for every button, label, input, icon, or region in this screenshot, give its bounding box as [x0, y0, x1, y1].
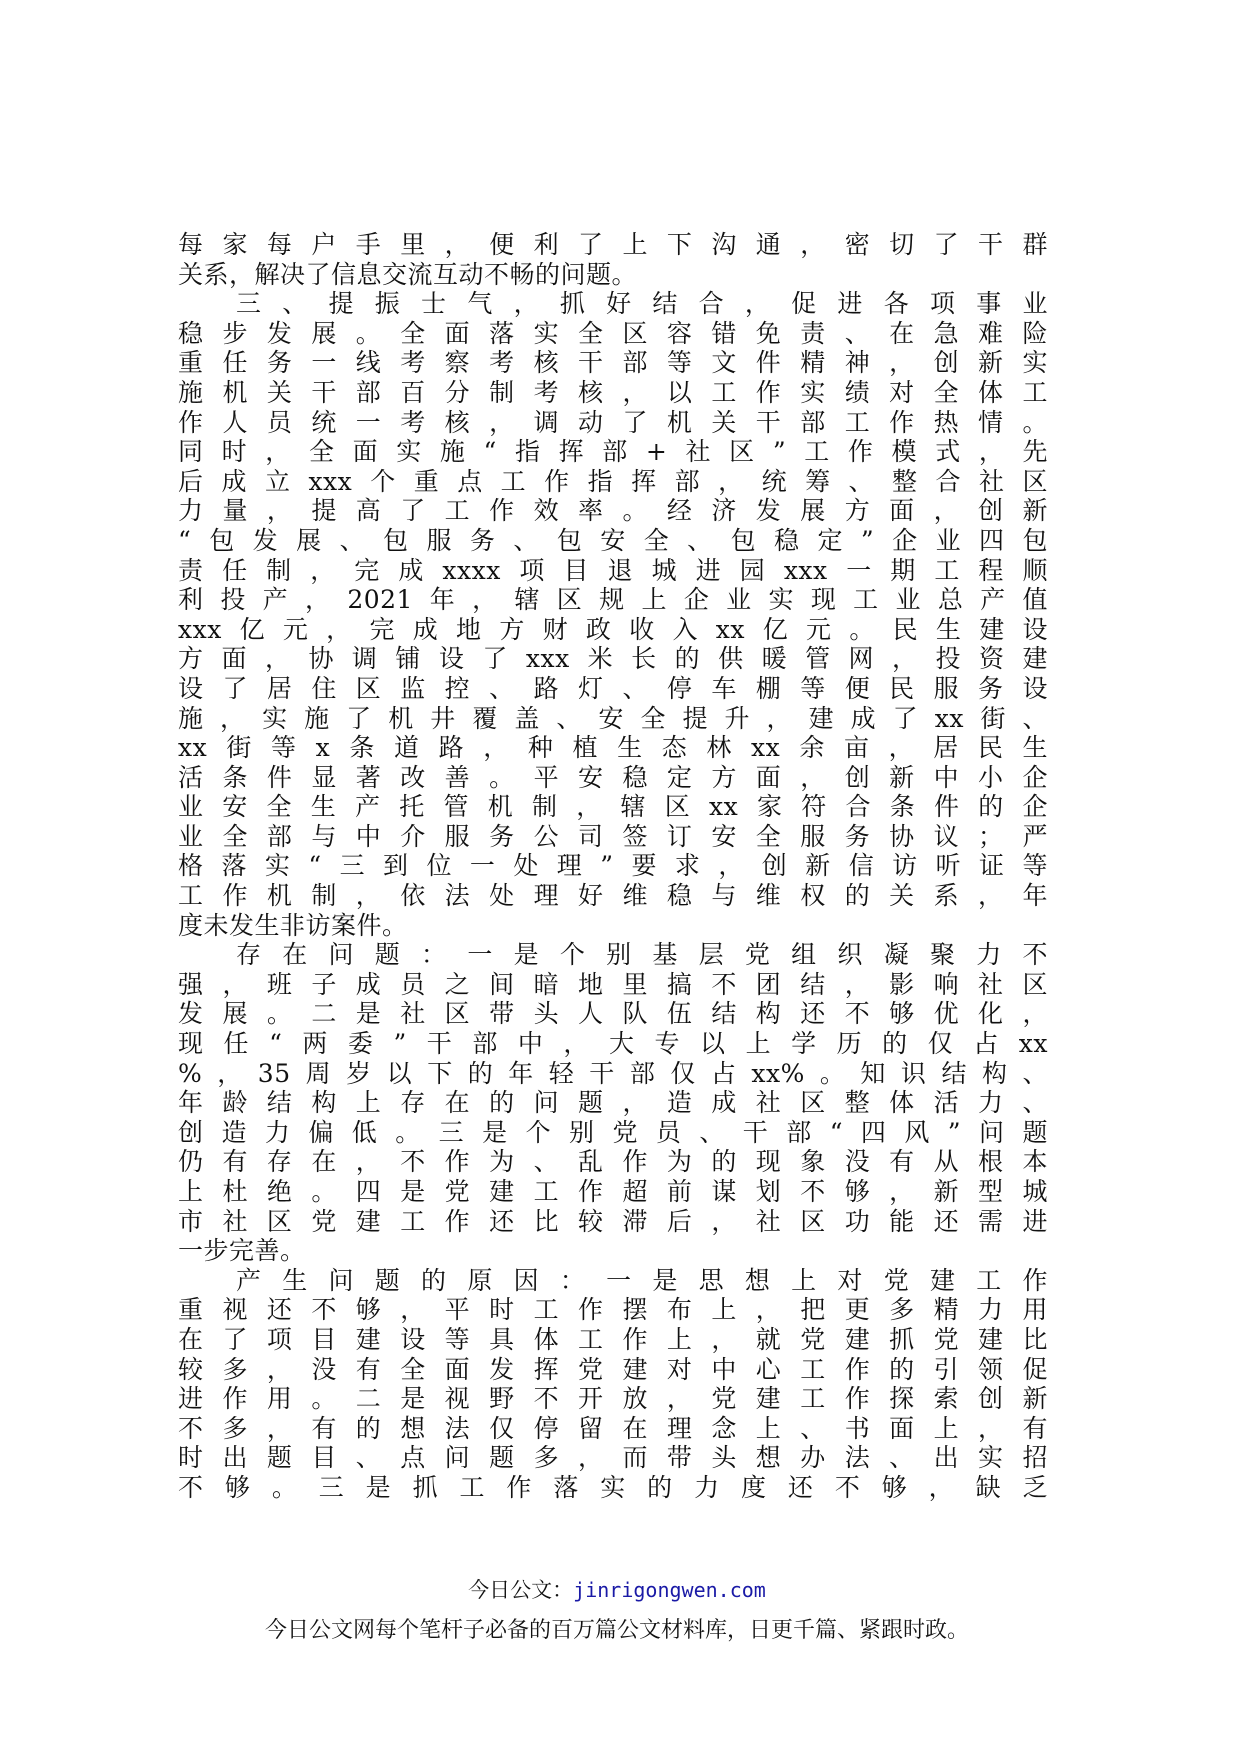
- text-line: 力量，提高了工作效率。经济发展方面，创新: [178, 496, 1048, 526]
- text-line: 一步完善。: [178, 1236, 306, 1266]
- footer-site-url[interactable]: jinrigongwen.com: [573, 1578, 766, 1602]
- text-line: 活条件显著改善。平安稳定方面，创新中小企: [178, 762, 1048, 792]
- text-line: 施机关干部百分制考核，以工作实绩对全体工: [178, 377, 1048, 407]
- text-line: 方面，协调铺设了xxx米长的供暖管网，投资建: [178, 644, 1048, 674]
- footer-site-label: 今日公文：: [468, 1578, 574, 1602]
- text-line: 重任务一线考察考核干部等文件精神，创新实: [178, 348, 1048, 378]
- footer-slogan: 今日公文网每个笔杆子必备的百万篇公文材料库，日更千篇、紧跟时政。: [264, 1618, 969, 1643]
- text-line: 度未发生非访案件。: [178, 910, 408, 940]
- text-line: 重视还不够，平时工作摆布上，把更多精力用: [178, 1295, 1048, 1325]
- text-line: 在了项目建设等具体工作上，就党建抓党建比: [178, 1324, 1048, 1354]
- text-line: 进作用。二是视野不开放，党建工作探索创新: [178, 1384, 1048, 1414]
- text-line: 业全部与中介服务公司签订安全服务协议；严: [178, 821, 1048, 851]
- text-line: 利投产，2021年，辖区规上企业实现工业总产值: [178, 585, 1048, 615]
- text-line: xxx亿元，完成地方财政收入xx亿元。民生建设: [178, 614, 1048, 644]
- text-line: 强，班子成员之间暗地里搞不团结，影响社区: [178, 969, 1048, 999]
- text-line: %，35周岁以下的年轻干部仅占xx%。知识结构、: [178, 1058, 1048, 1088]
- text-line: 时出题目、点问题多，而带头想办法、出实招: [178, 1443, 1048, 1473]
- text-line: 责任制，完成xxxx项目退城进园xxx一期工程顺: [178, 555, 1048, 585]
- text-line: 不多，有的想法仅停留在理念上、书面上，有: [178, 1413, 1048, 1443]
- text-line: 发展。二是社区带头人队伍结构还不够优化，: [178, 999, 1048, 1029]
- causes-heading-line: 产生问题的原因：一是思想上对党建工作: [236, 1265, 1048, 1295]
- text-line: 设了居住区监控、路灯、停车棚等便民服务设: [178, 673, 1048, 703]
- text-line: 作人员统一考核，调动了机关干部工作热情。: [178, 407, 1048, 437]
- text-line: 仍有存在，不作为、乱作为的现象没有从根本: [178, 1147, 1048, 1177]
- document-body: [178, 230, 1048, 1503]
- text-line: 工作机制，依法处理好维稳与维权的关系，年: [178, 881, 1048, 911]
- text-line: 业安全生产托管机制，辖区xx家符合条件的企: [178, 792, 1048, 822]
- text-line: 年龄结构上存在的问题，造成社区整体活力、: [178, 1088, 1048, 1118]
- text-line: 后成立xxx个重点工作指挥部，统筹、整合社区: [178, 466, 1048, 496]
- text-line: 格落实“三到位一处理”要求，创新信访听证等: [178, 851, 1048, 881]
- text-line: 上杜绝。四是党建工作超前谋划不够，新型城: [178, 1177, 1048, 1206]
- text-line: 施，实施了机井覆盖、安全提升，建成了xx街、: [178, 703, 1048, 733]
- text-line: 每家每户手里，便利了上下沟通，密切了干群: [178, 230, 1048, 259]
- text-line: 市社区党建工作还比较滞后，社区功能还需进: [178, 1206, 1048, 1236]
- text-line: 不够。三是抓工作落实的力度还不够，缺乏: [178, 1472, 1048, 1502]
- text-line: xx街等x条道路，种植生态林xx余亩，居民生: [178, 733, 1048, 763]
- text-line: 同时，全面实施“指挥部+社区”工作模式，先: [178, 437, 1048, 467]
- text-line: 较多，没有全面发挥党建对中心工作的引领促: [178, 1354, 1048, 1384]
- section-heading-line: 三、提振士气，抓好结合，促进各项事业: [236, 289, 1048, 319]
- problems-heading-line: 存在问题：一是个别基层党组织凝聚力不: [236, 940, 1048, 970]
- text-line: 关系，解决了信息交流互动不畅的问题。: [178, 259, 638, 289]
- text-line: 稳步发展。全面落实全区容错免责、在急难险: [178, 318, 1048, 348]
- text-line: 创造力偏低。三是个别党员、干部“四风”问题: [178, 1117, 1048, 1147]
- text-line: 现任“两委”干部中，大专以上学历的仅占xx: [178, 1029, 1048, 1059]
- footer-site-line: [0, 1574, 1234, 1604]
- text-line: “包发展、包服务、包安全、包稳定”企业四包: [178, 525, 1048, 555]
